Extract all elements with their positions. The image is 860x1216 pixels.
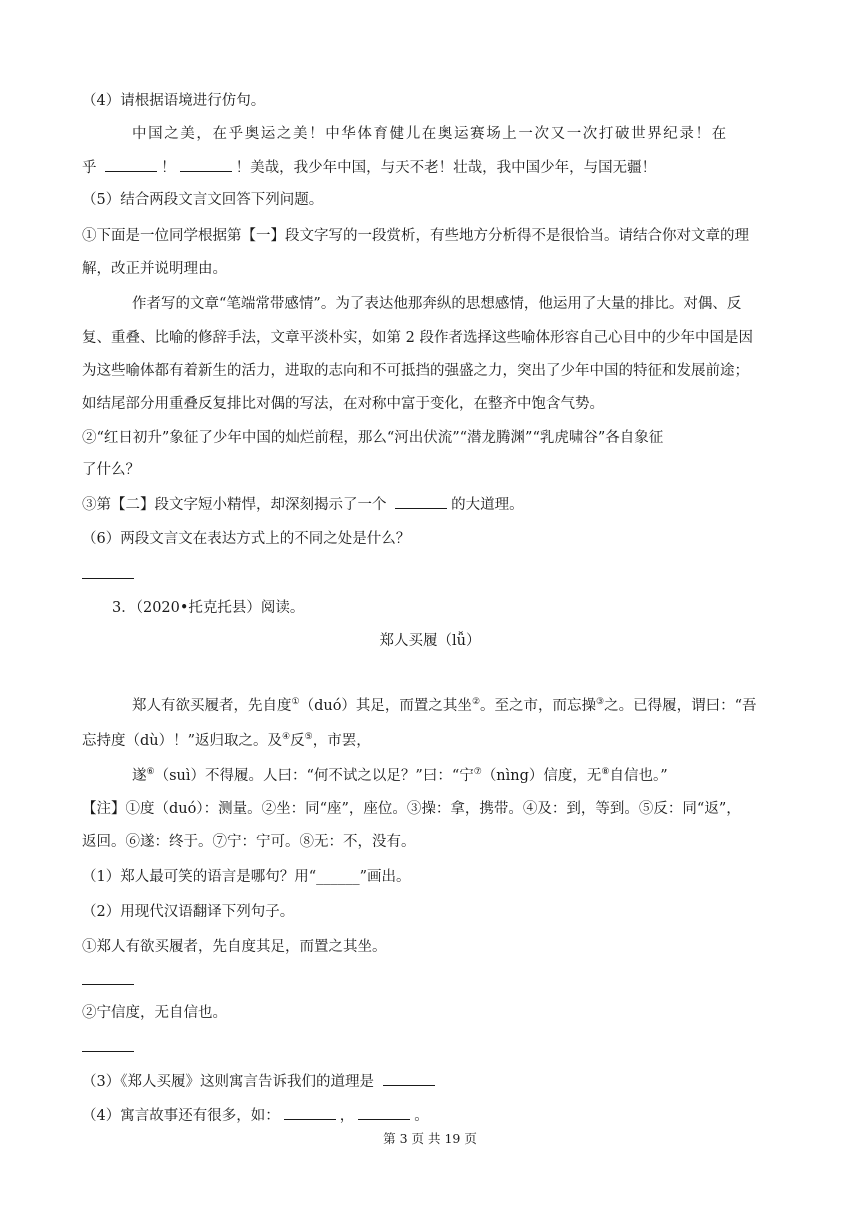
passage-text: 反 [290,733,305,749]
question-3-heading: 3．（2020•托克托县）阅读。 [112,600,305,616]
question-6-label: （6）两段文言文在表达方式上的不同之处是什么？ [82,531,411,547]
answer-line-q6[interactable] [82,577,134,579]
footnote-mark: ⑤ [304,732,313,743]
notes-line-2: 返回。⑥遂：终于。⑦宁：宁可。⑧无：不，没有。 [82,834,416,850]
passage-text: 。至之市，而忘操 [480,698,597,714]
passage-line-2 [82,731,782,751]
passage-text: （nìng）信度，无 [481,768,602,784]
analysis-line-1: 作者写的文章“笔端常带感情”。为了表达他那奔纵的思想感情，他运用了大量的排比。对偶、反 [132,296,742,312]
passage-title: 郑人买履（lǚ） [379,633,481,649]
passage-text: 遂 [132,768,147,784]
footnote-mark: ⑥ [146,767,155,778]
passage-text: 郑人有欲买履者，先自度 [132,698,292,714]
sub-question-3 [82,494,782,515]
answer-blank-fable-2[interactable] [358,1105,410,1120]
passage-text: 忘持度（dù）！”返归取之。及 [82,733,283,749]
translate-sentence-2: ②宁信度，无自信也。 [82,1005,227,1021]
prompt-text: （4）寓言故事还有很多，如： [82,1108,280,1124]
page-footer: 第 3 页 共 19 页 [383,1131,477,1146]
answer-blank-1[interactable] [105,157,157,172]
notes-line-1: 【注】①度（duó）：测量。②坐：同“座”，座位。③操：拿，携带。④及：到，等到。⑤反：同“返”， [82,801,741,817]
analysis-line-3: 为这些喻体都有着新生的活力，进取的志向和不可抵挡的强盛之力，突出了少年中国的特征和发展前途； [82,363,749,379]
analysis-line-2: 复、重叠、比喻的修辞手法，文章平淡朴实，如第 2 段作者选择这些喻体形容自己心目中的少年中国是因 [82,330,753,346]
prompt-text: ③第【二】段文字短小精悍，却深刻揭示了一个 [82,497,387,513]
sub-question-1-line-1: ①下面是一位同学根据第【一】段文字写的一段赏析，有些地方分析得不是很恰当。请结合你对文章的理 [82,228,749,244]
footnote-mark: ⑧ [601,767,610,778]
q3-sub-question-1: （1）郑人最可笑的语言是哪句？用“______”画出。 [82,869,411,885]
sub-question-2-line-1: ②“红日初升”象征了少年中国的灿烂前程，那么“河出伏流”“潜龙腾渊”“乳虎啸谷”各自象征 [82,430,664,446]
prompt-text: 的大道理。 [451,497,524,513]
answer-blank-moral[interactable] [383,1071,435,1086]
q3-sub-question-2-label: （2）用现代汉语翻译下列句子。 [82,904,295,920]
answer-blank-fable-1[interactable] [284,1105,336,1120]
passage-text: 之。已得履，谓曰：“吾 [604,698,757,714]
q3-sub-question-3 [82,1071,782,1092]
passage-line-3 [132,766,832,786]
footnote-mark: ④ [282,732,291,743]
imitation-prompt-line-1: 中国之美，在乎奥运之美！中华体育健儿在奥运赛场上一次又一次打破世界纪录！在 [132,126,728,142]
prompt-text: （3）《郑人买履》这则寓言告诉我们的道理是 [82,1074,374,1090]
answer-line-translate-2[interactable] [82,1050,134,1052]
prompt-text: ！美哉，我少年中国，与天不老！壮哉，我中国少年，与国无疆！ [235,160,657,176]
q3-sub-question-4 [82,1105,782,1126]
sub-question-1-line-2: 解，改正并说明理由。 [82,261,227,277]
passage-line-1 [132,696,832,716]
prompt-text: ！ [161,160,176,176]
passage-text: ，市罢， [312,733,371,749]
passage-text: 自信也。” [609,768,668,784]
passage-text: （duó）其足，而置之其坐 [299,698,472,714]
footnote-mark: ② [471,697,481,708]
footnote-mark: ⑦ [473,767,482,778]
answer-blank-3[interactable] [395,494,447,509]
sub-question-2-line-2: 了什么？ [82,462,140,478]
footnote-mark: ① [291,697,300,708]
prompt-text: ， [339,1108,355,1124]
question-5-label: （5）结合两段文言文回答下列问题。 [82,192,324,208]
question-4-label: （4）请根据语境进行仿句。 [82,93,266,109]
passage-text: （suì）不得履。人曰：“何不试之以足？”曰：“宁 [154,768,474,784]
answer-line-translate-1[interactable] [82,983,134,985]
answer-blank-2[interactable] [180,157,232,172]
translate-sentence-1: ①郑人有欲买履者，先自度其足，而置之其坐。 [82,939,387,955]
analysis-line-4: 如结尾部分用重叠反复排比对偶的写法，在对称中富于变化，在整齐中饱含气势。 [82,396,604,412]
prompt-text: 。 [414,1108,429,1124]
imitation-prompt-line-2 [82,157,782,178]
footnote-mark: ③ [596,697,605,708]
prompt-text: 乎 [82,160,97,176]
